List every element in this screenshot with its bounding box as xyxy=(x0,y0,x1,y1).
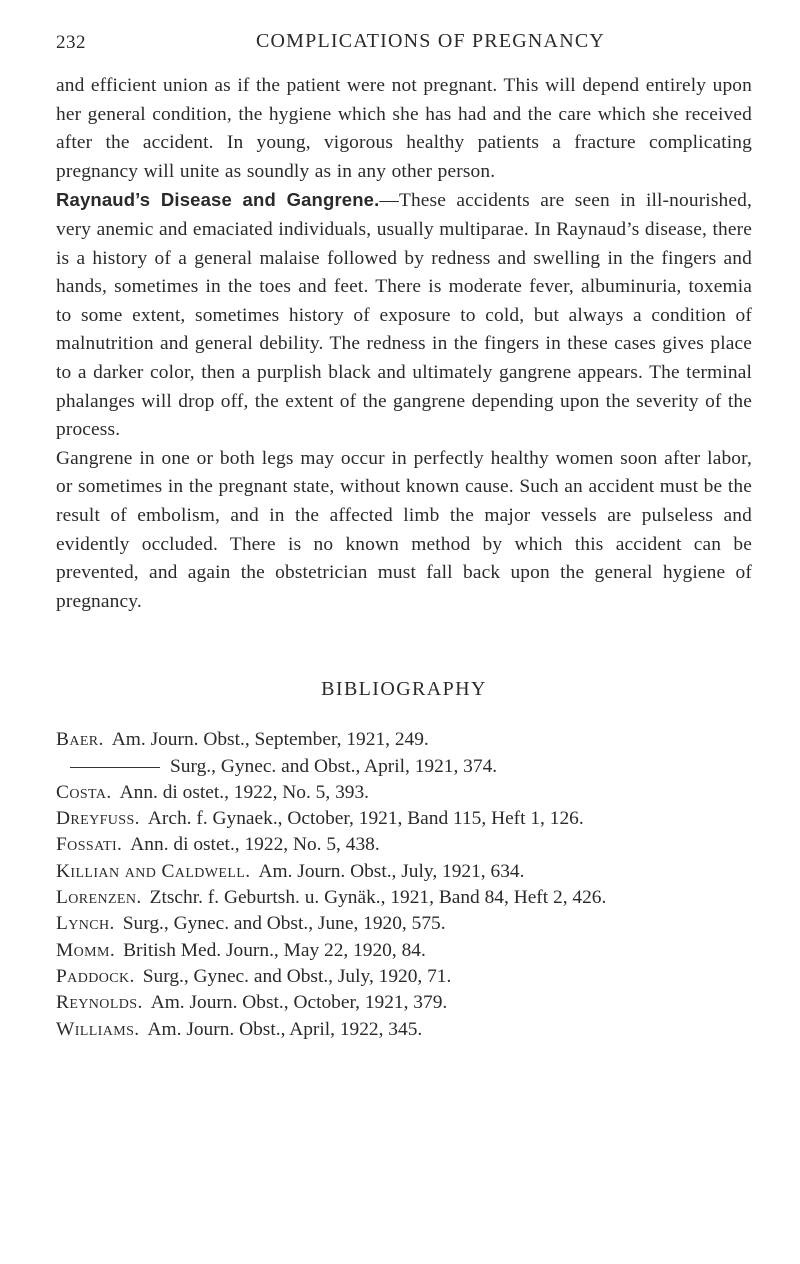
bibliography-entry xyxy=(56,806,752,832)
bibliography-entry xyxy=(56,1017,752,1043)
bibliography-entry xyxy=(56,885,752,911)
page-number: 232 xyxy=(56,32,86,53)
bibliography-entry xyxy=(56,859,752,885)
bibliography-list xyxy=(56,727,752,1043)
entry-citation: Am. Journ. Obst., September, 1921, 249. xyxy=(111,729,429,751)
bibliography-entry xyxy=(56,990,752,1016)
entry-citation: Surg., Gynec. and Obst., June, 1920, 575. xyxy=(122,913,446,935)
paragraph-text: and efficient union as if the patient were not pregnant. This will depend entirely upon her general condition, the hygiene which she has had and the care which she received after the accident. In young, vigorous healthy patients a fracture complicating pregnancy will unite as soundly as in any other person. xyxy=(56,75,752,182)
entry-author: Baer. xyxy=(56,729,104,751)
bibliography-entry xyxy=(56,938,752,964)
entry-author: Lynch. xyxy=(56,913,115,935)
entry-citation: Surg., Gynec. and Obst., April, 1921, 374. xyxy=(170,755,498,777)
entry-author: Dreyfuss. xyxy=(56,808,140,830)
book-page xyxy=(56,26,752,1043)
bibliography-heading: BIBLIOGRAPHY xyxy=(321,678,487,701)
running-head xyxy=(56,26,752,60)
entry-author: Lorenzen. xyxy=(56,887,142,909)
ditto-dash xyxy=(70,767,160,768)
bibliography-entry xyxy=(56,964,752,990)
entry-author: Fossati. xyxy=(56,834,123,856)
body-text xyxy=(56,72,752,616)
entry-citation: Ann. di ostet., 1922, No. 5, 438. xyxy=(130,834,380,856)
entry-citation: Am. Journ. Obst., April, 1922, 345. xyxy=(147,1018,423,1040)
entry-citation: Am. Journ. Obst., July, 1921, 634. xyxy=(258,860,525,882)
entry-author: Costa. xyxy=(56,781,112,803)
paragraph-text: —These accidents are seen in ill-nourished, very anemic and emaciated individuals, usually multiparae. In Raynaud’s disease, there is a history of a general malaise followed by redness and swelling in the fingers and hands, sometimes in the toes and feet. There is moderate fever, albuminuria, toxemia to some extent, sometimes history of exposure to cold, but always a condition of malnutrition and general debility. The redness in the fingers in these cases gives place to a darker color, then a purplish black and ultimately gangrene appears. The terminal phalanges will drop off, the extent of the gangrene depending upon the severity of the process. xyxy=(56,190,752,441)
entry-author: Momm. xyxy=(56,939,116,961)
paragraph-text: Gangrene in one or both legs may occur in perfectly healthy women soon after labor, or sometimes in the pregnant state, without known cause. Such an accident must be the result of embolism, and in the affected limb the major vessels are pulseless and evidently occluded. There is no known method by which this accident can be prevented, and again the obstetrician must fall back upon the general hygiene of pregnancy. xyxy=(56,447,752,612)
entry-author: Killian and Caldwell. xyxy=(56,860,251,882)
entry-citation: Ann. di ostet., 1922, No. 5, 393. xyxy=(119,781,370,803)
bibliography-entry xyxy=(56,727,752,753)
paragraph xyxy=(56,72,752,186)
entry-citation: British Med. Journ., May 22, 1920, 84. xyxy=(123,939,426,961)
entry-author: Paddock. xyxy=(56,965,135,987)
bibliography-entry xyxy=(56,911,752,937)
entry-author: Reynolds. xyxy=(56,992,143,1014)
section-run-in-heading: Raynaud’s Disease and Gangrene. xyxy=(56,189,380,211)
entry-author: Williams. xyxy=(56,1018,140,1040)
entry-citation: Ztschr. f. Geburtsh. u. Gynäk., 1921, Band 84, Heft 2, 426. xyxy=(149,887,607,909)
entry-citation: Am. Journ. Obst., October, 1921, 379. xyxy=(150,992,448,1014)
bibliography-entry xyxy=(56,832,752,858)
paragraph xyxy=(56,186,752,444)
entry-citation: Arch. f. Gynaek., October, 1921, Band 115, Heft 1, 126. xyxy=(147,808,584,830)
paragraph xyxy=(56,445,752,617)
running-title: COMPLICATIONS OF PREGNANCY xyxy=(256,30,606,52)
bibliography-entry xyxy=(56,754,752,780)
bibliography-entry xyxy=(56,780,752,806)
entry-citation: Surg., Gynec. and Obst., July, 1920, 71. xyxy=(142,965,452,987)
